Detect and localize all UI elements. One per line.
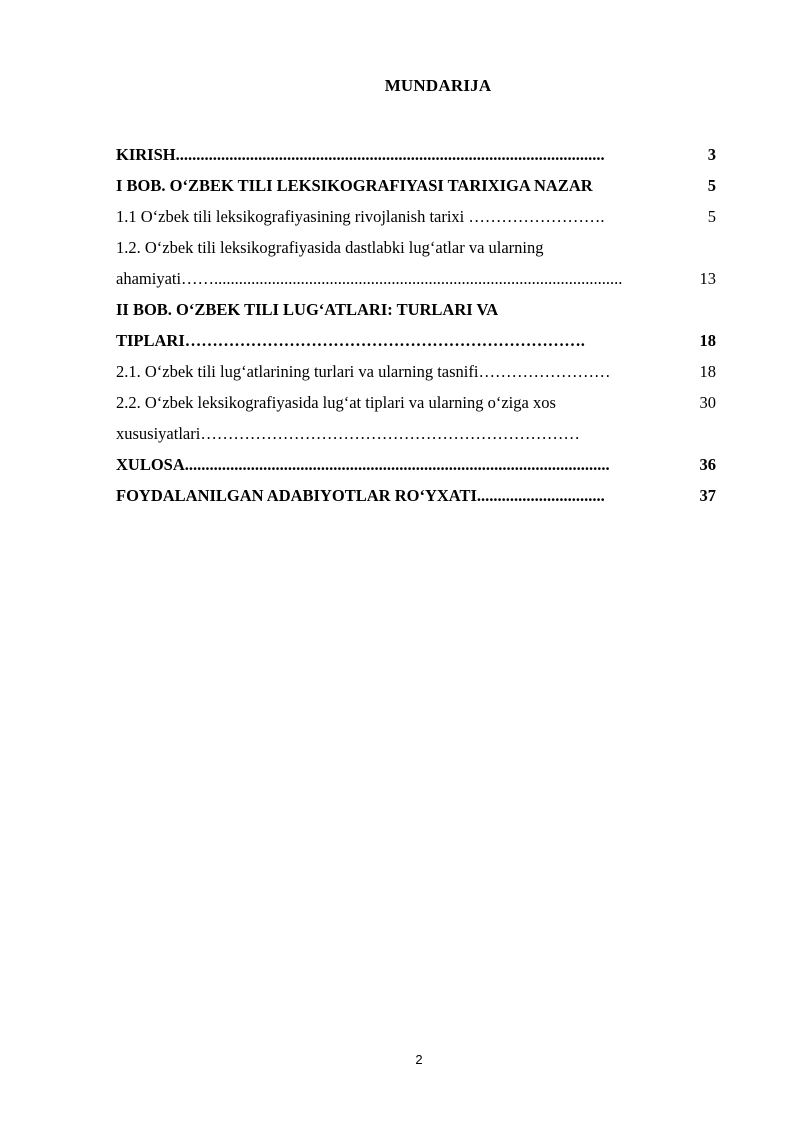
toc-entry-xulosa xyxy=(116,449,716,480)
toc-entry-page: 5 xyxy=(707,176,716,195)
toc-entry-page: 3 xyxy=(707,145,716,164)
toc-entry-text: 1.1 O‘zbek tili leksikografiyasining rivojlanish tarixi ……………………. xyxy=(116,207,605,226)
toc-entry-text: 1.2. O‘zbek tili leksikografiyasida dastlabki lug‘atlar va ularning xyxy=(116,238,544,257)
toc-entry-chapter-2-cont xyxy=(116,325,716,356)
toc-entry-page: 5 xyxy=(707,207,716,226)
toc-entry-text: XULOSA....................................................................................................... xyxy=(116,455,610,474)
page-number: 2 xyxy=(415,1052,423,1067)
toc-entry-section-2-1 xyxy=(116,356,716,387)
toc-entry-section-1-2-cont xyxy=(116,263,716,294)
toc-entry-text: ahamiyati……................................................................................................... xyxy=(116,269,623,288)
toc-entry-text: KIRISH........................................................................................................ xyxy=(116,145,605,164)
toc-entry-section-2-2 xyxy=(116,387,716,418)
toc-entry-page: 13 xyxy=(699,269,716,288)
toc-entry-text: FOYDALANILGAN ADABIYOTLAR RO‘YXATI............................... xyxy=(116,486,605,505)
toc-entry-text: I BOB. O‘ZBEK TILI LEKSIKOGRAFIYASI TARIXIGA NAZAR xyxy=(116,176,593,195)
toc-entry-text: 2.1. O‘zbek tili lug‘atlarining turlari va ularning tasnifi…………………… xyxy=(116,362,611,381)
toc-entry-chapter-1 xyxy=(116,170,716,201)
toc-entry-text: TIPLARI………………………………………………………………. xyxy=(116,331,585,350)
toc-entry-text: II BOB. O‘ZBEK TILI LUG‘ATLARI: TURLARI VA xyxy=(116,300,499,319)
toc-entry-references xyxy=(116,480,716,511)
page-title: MUNDARIJA xyxy=(384,76,492,95)
toc-entry-kirish xyxy=(116,139,716,170)
toc-entry-text: xususiyatlari…………………………………………………………… xyxy=(116,424,580,443)
toc-entry-page: 37 xyxy=(699,486,716,505)
table-of-contents xyxy=(116,139,716,511)
toc-entry-page: 30 xyxy=(699,393,716,412)
toc-entry-section-2-2-cont xyxy=(116,418,716,449)
toc-entry-section-1-2 xyxy=(116,232,716,263)
toc-entry-chapter-2 xyxy=(116,294,716,325)
toc-entry-text: 2.2. O‘zbek leksikografiyasida lug‘at tiplari va ularning o‘ziga xos xyxy=(116,393,556,412)
toc-entry-section-1-1 xyxy=(116,201,716,232)
toc-entry-page: 36 xyxy=(699,455,716,474)
toc-entry-page: 18 xyxy=(699,362,716,381)
toc-entry-page: 18 xyxy=(699,331,716,350)
